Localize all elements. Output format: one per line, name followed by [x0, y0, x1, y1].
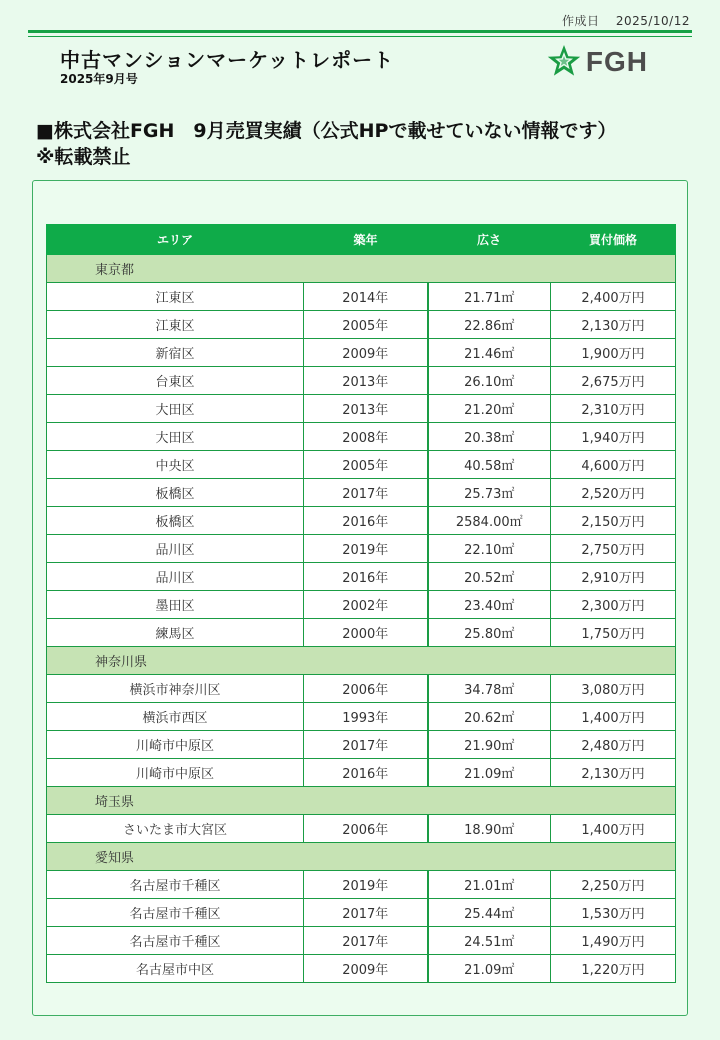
cell-area: 名古屋市中区: [47, 955, 304, 983]
cell-price: 1,750万円: [551, 619, 676, 647]
cell-area: 川崎市中原区: [47, 731, 304, 759]
cell-area: 中央区: [47, 451, 304, 479]
cell-price: 2,300万円: [551, 591, 676, 619]
cell-price: 1,490万円: [551, 927, 676, 955]
prefecture-label: 東京都: [47, 255, 676, 283]
cell-year: 2005年: [304, 451, 428, 479]
section-heading-line1: ■株式会社FGH 9月売買実績（公式HPで載せていない情報です）: [36, 120, 617, 142]
table-row: [47, 619, 676, 647]
cell-area: 川崎市中原区: [47, 759, 304, 787]
cell-year: 2000年: [304, 619, 428, 647]
cell-price: 2,750万円: [551, 535, 676, 563]
prefecture-label: 埼玉県: [47, 787, 676, 815]
table-row: [47, 535, 676, 563]
cell-size: 20.62㎡: [428, 703, 551, 731]
cell-area: 台東区: [47, 367, 304, 395]
cell-area: 品川区: [47, 535, 304, 563]
prefecture-row: [47, 843, 676, 871]
table-row: [47, 927, 676, 955]
section-heading: [36, 118, 616, 170]
cell-size: 22.10㎡: [428, 535, 551, 563]
cell-area: 練馬区: [47, 619, 304, 647]
table-row: [47, 591, 676, 619]
cell-price: 2,520万円: [551, 479, 676, 507]
table-row: [47, 871, 676, 899]
table-row: [47, 703, 676, 731]
cell-year: 2016年: [304, 507, 428, 535]
col-header-year: 築年: [304, 225, 428, 255]
cell-price: 2,150万円: [551, 507, 676, 535]
cell-price: 1,220万円: [551, 955, 676, 983]
table-row: [47, 507, 676, 535]
cell-price: 2,130万円: [551, 759, 676, 787]
table-row: [47, 563, 676, 591]
cell-year: 2017年: [304, 479, 428, 507]
cell-year: 2013年: [304, 367, 428, 395]
table-row: [47, 367, 676, 395]
cell-year: 2009年: [304, 339, 428, 367]
section-heading-line2: ※転載禁止: [36, 146, 131, 168]
table-row: [47, 899, 676, 927]
cell-year: 1993年: [304, 703, 428, 731]
cell-size: 20.38㎡: [428, 423, 551, 451]
cell-size: 2584.00㎡: [428, 507, 551, 535]
cell-year: 2016年: [304, 759, 428, 787]
cell-price: 4,600万円: [551, 451, 676, 479]
cell-year: 2017年: [304, 731, 428, 759]
table-row: [47, 675, 676, 703]
cell-price: 2,250万円: [551, 871, 676, 899]
cell-size: 18.90㎡: [428, 815, 551, 843]
table-row: [47, 339, 676, 367]
cell-size: 25.73㎡: [428, 479, 551, 507]
created-date-value: 2025/10/12: [615, 14, 690, 28]
cell-size: 34.78㎡: [428, 675, 551, 703]
cell-size: 21.46㎡: [428, 339, 551, 367]
prefecture-row: [47, 255, 676, 283]
cell-area: 名古屋市千種区: [47, 927, 304, 955]
cell-area: 板橋区: [47, 507, 304, 535]
cell-price: 1,400万円: [551, 815, 676, 843]
cell-year: 2006年: [304, 815, 428, 843]
cell-price: 2,910万円: [551, 563, 676, 591]
cell-size: 25.80㎡: [428, 619, 551, 647]
star-logo-icon: [546, 44, 582, 80]
cell-size: 23.40㎡: [428, 591, 551, 619]
cell-price: 1,900万円: [551, 339, 676, 367]
table-header-row: [47, 225, 676, 255]
col-header-price: 買付価格: [551, 225, 676, 255]
cell-year: 2009年: [304, 955, 428, 983]
cell-year: 2016年: [304, 563, 428, 591]
cell-price: 3,080万円: [551, 675, 676, 703]
table-row: [47, 395, 676, 423]
cell-area: 名古屋市千種区: [47, 871, 304, 899]
cell-price: 2,675万円: [551, 367, 676, 395]
cell-size: 21.20㎡: [428, 395, 551, 423]
table-row: [47, 451, 676, 479]
prefecture-label: 愛知県: [47, 843, 676, 871]
cell-price: 2,480万円: [551, 731, 676, 759]
cell-size: 21.71㎡: [428, 283, 551, 311]
cell-year: 2019年: [304, 535, 428, 563]
table-row: [47, 479, 676, 507]
table-row: [47, 955, 676, 983]
header-rule-thick: [28, 30, 692, 33]
sales-table: [46, 224, 676, 983]
cell-size: 21.90㎡: [428, 731, 551, 759]
cell-area: 江東区: [47, 283, 304, 311]
created-label: 作成日: [561, 14, 600, 28]
cell-price: 2,310万円: [551, 395, 676, 423]
report-issue: 2025年9月号: [60, 72, 138, 86]
created-date: [550, 12, 690, 29]
report-title: 中古マンションマーケットレポート: [60, 48, 395, 72]
logo-text: FGH: [585, 46, 648, 77]
cell-price: 2,400万円: [551, 283, 676, 311]
cell-size: 40.58㎡: [428, 451, 551, 479]
cell-size: 26.10㎡: [428, 367, 551, 395]
cell-area: さいたま市大宮区: [47, 815, 304, 843]
cell-price: 1,400万円: [551, 703, 676, 731]
table-row: [47, 759, 676, 787]
table-row: [47, 815, 676, 843]
table-row: [47, 423, 676, 451]
table-body: [47, 255, 676, 983]
cell-size: 22.86㎡: [428, 311, 551, 339]
col-header-area: エリア: [47, 225, 304, 255]
cell-year: 2013年: [304, 395, 428, 423]
cell-area: 墨田区: [47, 591, 304, 619]
cell-size: 21.09㎡: [428, 955, 551, 983]
prefecture-label: 神奈川県: [47, 647, 676, 675]
table-row: [47, 311, 676, 339]
cell-year: 2017年: [304, 899, 428, 927]
cell-year: 2017年: [304, 927, 428, 955]
table-row: [47, 731, 676, 759]
cell-area: 板橋区: [47, 479, 304, 507]
cell-area: 新宿区: [47, 339, 304, 367]
results-card: [32, 180, 688, 1016]
table-row: [47, 283, 676, 311]
cell-area: 横浜市神奈川区: [47, 675, 304, 703]
cell-size: 20.52㎡: [428, 563, 551, 591]
prefecture-row: [47, 647, 676, 675]
cell-size: 24.51㎡: [428, 927, 551, 955]
cell-area: 大田区: [47, 423, 304, 451]
cell-area: 横浜市西区: [47, 703, 304, 731]
cell-year: 2005年: [304, 311, 428, 339]
cell-area: 品川区: [47, 563, 304, 591]
cell-year: 2019年: [304, 871, 428, 899]
header-rule-thin: [28, 36, 692, 37]
cell-price: 2,130万円: [551, 311, 676, 339]
prefecture-row: [47, 787, 676, 815]
cell-year: 2014年: [304, 283, 428, 311]
cell-area: 江東区: [47, 311, 304, 339]
cell-price: 1,530万円: [551, 899, 676, 927]
cell-size: 25.44㎡: [428, 899, 551, 927]
col-header-size: 広さ: [428, 225, 551, 255]
cell-year: 2006年: [304, 675, 428, 703]
cell-size: 21.01㎡: [428, 871, 551, 899]
cell-area: 名古屋市千種区: [47, 899, 304, 927]
cell-area: 大田区: [47, 395, 304, 423]
cell-year: 2008年: [304, 423, 428, 451]
cell-price: 1,940万円: [551, 423, 676, 451]
cell-size: 21.09㎡: [428, 759, 551, 787]
cell-year: 2002年: [304, 591, 428, 619]
company-logo: [546, 44, 648, 80]
